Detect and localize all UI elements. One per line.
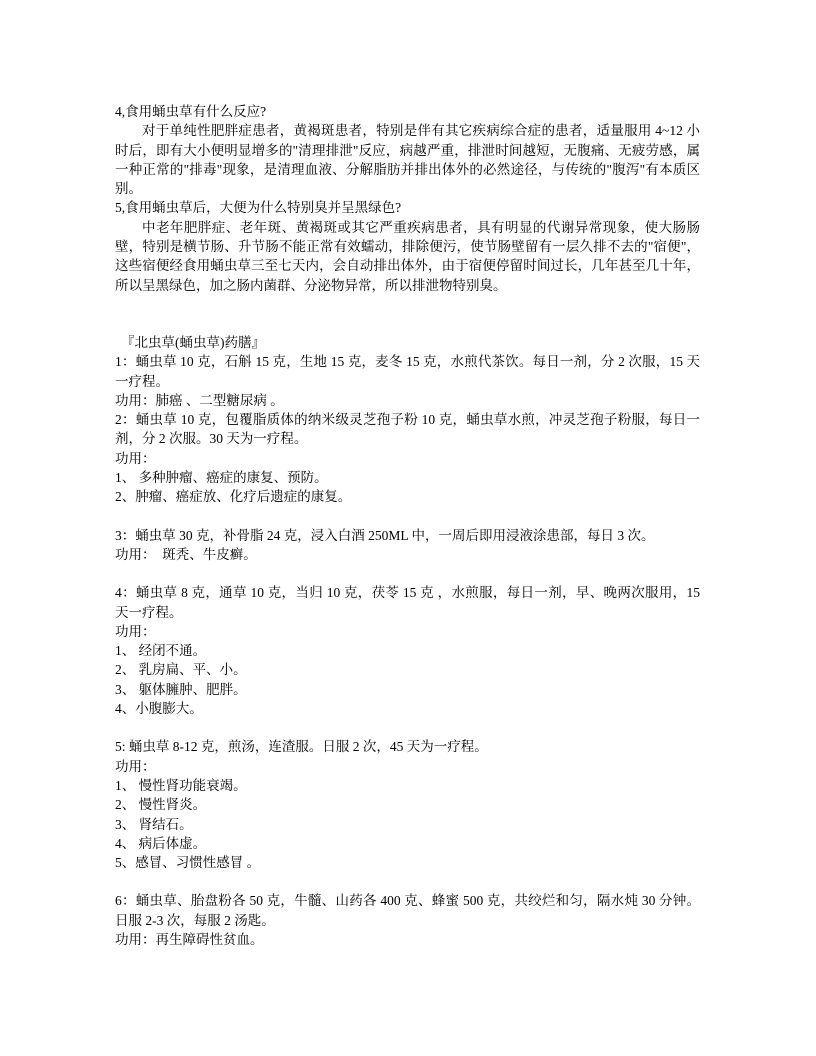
recipe-1 — [115, 352, 700, 410]
recipe-4-formula: 4：蛹虫草 8 克，通草 10 克，当归 10 克，茯苓 15 克 ，水煎服，每日一剂，早、晚两次服用，15 天一疗程。 — [115, 585, 704, 620]
recipe-4-use-item: 4、小腹膨大。 — [115, 701, 203, 717]
recipe-1-use: 功用：肺癌 、二型糖尿病 。 — [115, 392, 284, 408]
recipe-2-use-label: 功用： — [115, 450, 156, 466]
recipe-4-use-item: 3、 躯体臃肿、肥胖。 — [115, 681, 247, 697]
recipe-5-formula: 5: 蛹虫草 8-12 克，煎汤，连渣服。日服 2 次，45 天为一疗程。 — [115, 739, 488, 755]
recipe-5-use-item: 2、 慢性肾炎。 — [115, 797, 207, 813]
answer-5: 中老年肥胖症、老年斑、黄褐斑或其它严重疾病患者，具有明显的代谢异常现象，使大肠肠壁，特别是横节肠、升节肠不能正常有效蠕动，排除便污，使节肠壁留有一层久排不去的"宿便"，这些宿便经食用蛹虫草三至七天内，会自动排出体外，由于宿便停留时间过长，几年甚至几十年，所以呈黑绿色，加之肠内菌群、分泌物异常，所以排泄物特别臭。 — [115, 219, 700, 293]
recipe-2 — [115, 410, 700, 506]
recipe-6-formula: 6：蛹虫草、胎盘粉各 50 克，牛髓、山药各 400 克、蜂蜜 500 克，共绞烂和匀，隔水炖 30 分钟。日服 2-3 次，每服 2 汤匙。 — [115, 893, 700, 928]
recipe-2-use-item: 1、 多种肿瘤、癌症的康复、预防。 — [115, 470, 328, 486]
recipe-5-use-item: 1、 慢性肾功能衰竭。 — [115, 777, 247, 793]
recipes-section-title: 『北虫草(蛹虫草)药膳』 — [121, 334, 265, 350]
qa-section — [115, 102, 700, 295]
recipe-4-use-label: 功用： — [115, 623, 156, 639]
recipes-section — [115, 352, 704, 949]
recipe-4 — [115, 583, 704, 718]
recipe-6 — [115, 891, 700, 949]
recipe-4-use-item: 1、 经闭不通。 — [115, 643, 207, 659]
recipe-5-use-item: 5、感冒、习惯性感冒 。 — [115, 855, 261, 871]
answer-4: 对于单纯性肥胖症患者，黄褐斑患者，特别是伴有其它疾病综合症的患者，适量服用 4~12 小时后，即有大小便明显增多的"清理排泄"反应，病越严重，排泄时间越短，无腹痛、无疲劳感，属一种正常的"排毒"现象，是清理血液、分解脂肪并排出体外的必然途径，与传统的"腹泻"有本质区别。 — [115, 123, 700, 197]
recipe-5-use-item: 3、 肾结石。 — [115, 816, 193, 832]
question-4: 4,食用蛹虫草有什么反应? — [115, 104, 267, 119]
recipe-2-formula: 2：蛹虫草 10 克，包覆脂质体的纳米级灵芝孢子粉 10 克，蛹虫草水煎，冲灵芝孢子粉服，每日一剂，分 2 次服。30 天为一疗程。 — [115, 412, 700, 447]
recipe-5 — [115, 737, 700, 872]
recipe-6-use: 功用：再生障碍性贫血。 — [115, 931, 264, 947]
question-5: 5,食用蛹虫草后，大便为什么特别臭并呈黑绿色? — [115, 200, 402, 216]
recipe-4-use-item: 2、 乳房扁、平、小。 — [115, 662, 247, 678]
recipe-3 — [115, 526, 700, 565]
recipe-1-formula: 1：蛹虫草 10 克，石斛 15 克，生地 15 克，麦冬 15 克，水煎代茶饮。每日一剂，分 2 次服，15 天一疗程。 — [115, 354, 700, 389]
recipe-3-use: 功用： 斑秃、牛皮癣。 — [115, 546, 257, 562]
recipe-3-formula: 3：蛹虫草 30 克，补骨脂 24 克，浸入白酒 250ML 中，一周后即用浸液涂患部，每日 3 次。 — [115, 527, 655, 543]
recipe-2-use-item: 2、肿瘤、癌症放、化疗后遗症的康复。 — [115, 489, 352, 505]
recipe-5-use-label: 功用： — [115, 758, 156, 774]
recipe-5-use-item: 4、 病后体虚。 — [115, 835, 207, 851]
